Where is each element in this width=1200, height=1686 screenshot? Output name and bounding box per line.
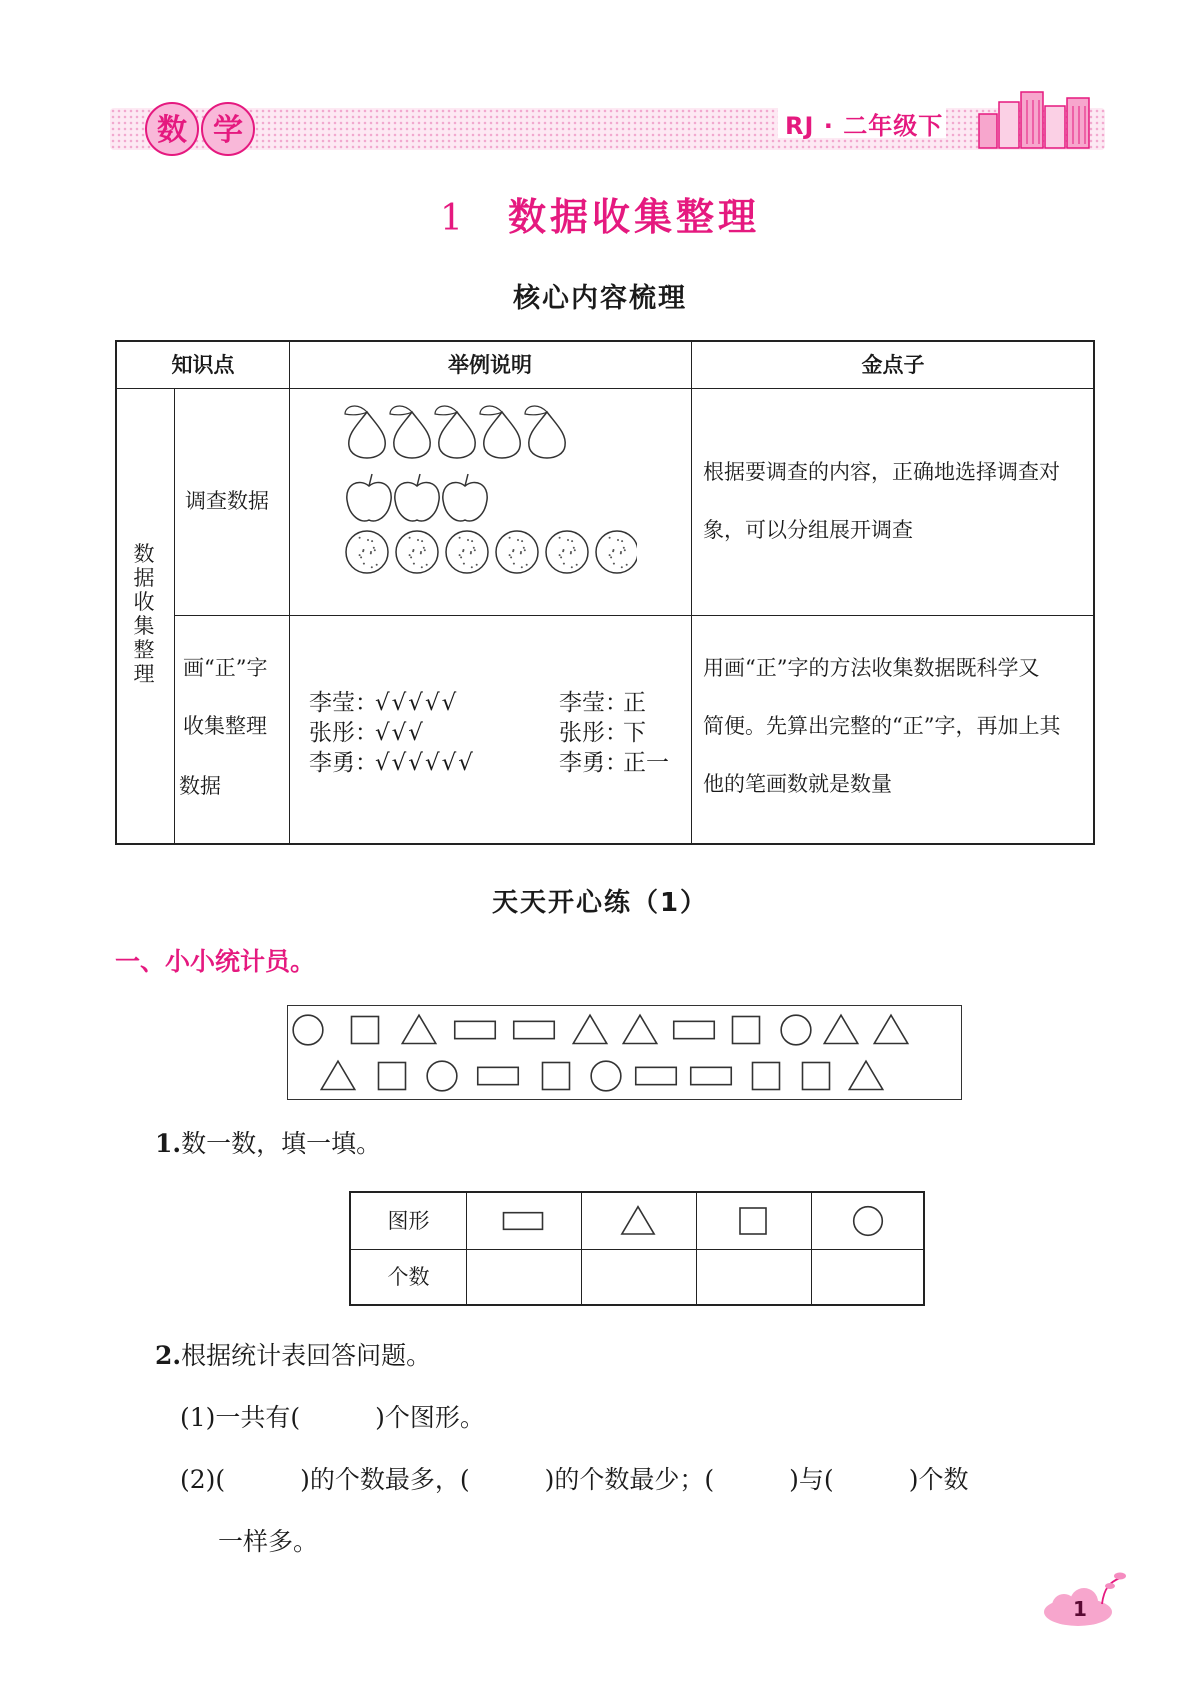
subject-char-1: 数: [157, 113, 187, 148]
orange-dot: [376, 564, 378, 566]
orange-dot: [360, 556, 362, 558]
pear-icon: [439, 412, 475, 458]
table-divider: [289, 342, 290, 843]
row-label: 图形: [387, 1209, 430, 1233]
tip-line: 他的笔画数就是数量: [703, 772, 892, 796]
orange-dot: [567, 539, 569, 541]
triangle-shape: [321, 1061, 354, 1089]
circle-shape: [781, 1015, 811, 1045]
circle-shape: [293, 1015, 323, 1045]
triangle-shape: [573, 1015, 606, 1043]
section-heading: 核心内容梳理: [513, 283, 687, 314]
orange-dot: [613, 563, 615, 565]
apple-icon: [347, 482, 391, 521]
leaf-icon: [390, 406, 412, 415]
table-divider: [691, 342, 692, 843]
chapter-number: 1: [439, 198, 463, 239]
orange-dot: [617, 539, 619, 541]
question-number: 1.: [155, 1129, 182, 1158]
orange-dot: [624, 549, 626, 551]
orange-dot: [571, 566, 573, 568]
circle-shape: [591, 1061, 621, 1091]
table-divider: [174, 615, 1093, 616]
square-shape: [740, 1208, 766, 1234]
question-text: 根据统计表回答问题。: [181, 1341, 432, 1370]
triangle-shape: [824, 1015, 857, 1043]
orange-dot: [523, 547, 525, 549]
row-label: 个数: [387, 1265, 430, 1289]
leaf-icon: [480, 406, 502, 415]
tally-result: 下: [623, 720, 646, 746]
orange-dot: [460, 556, 462, 558]
orange-dot: [509, 554, 511, 556]
square-shape: [352, 1017, 379, 1044]
tip-line: 用画“正”字的方法收集数据既科学又: [703, 656, 1040, 680]
row-topic: 调查数据: [185, 489, 269, 513]
question-1: [155, 1124, 381, 1160]
orange-dot: [510, 556, 512, 558]
triangle-shape: [623, 1015, 656, 1043]
orange-icon: [596, 531, 637, 573]
page-number-badge: [1040, 1568, 1130, 1628]
orange-dot: [570, 552, 572, 554]
orange-dot: [471, 540, 473, 542]
rectangle-shape: [504, 1213, 543, 1230]
orange-dot: [359, 554, 361, 556]
square-shape: [379, 1063, 406, 1090]
question-2-2-continued: 一样多。: [218, 1527, 319, 1556]
orange-dot: [413, 563, 415, 565]
orange-dot: [571, 540, 573, 542]
orange-dot: [410, 556, 412, 558]
row-topic-line: 收集整理: [183, 714, 267, 738]
orange-dot: [423, 547, 425, 549]
shape-collection: [287, 1005, 962, 1100]
column-header: 知识点: [171, 353, 235, 377]
triangle-shape: [849, 1061, 882, 1089]
leaf-icon: [345, 406, 367, 415]
circle-shape: [427, 1061, 457, 1091]
orange-icon: [546, 531, 588, 573]
question-2-1[interactable]: (1)一共有( )个图形。: [180, 1403, 485, 1432]
orange-dot: [476, 564, 478, 566]
rectangle-shape: [636, 1067, 677, 1084]
orange-dot: [521, 566, 523, 568]
orange-dot: [610, 556, 612, 558]
chapter-title-text: 数据收集整理: [507, 195, 760, 239]
tally-marks: √√√√√: [375, 690, 459, 716]
row-topic-line: 画“正”字: [183, 656, 268, 680]
question-2: [155, 1336, 431, 1372]
orange-dot: [359, 537, 361, 539]
orange-icon: [346, 531, 388, 573]
pear-icon: [394, 412, 430, 458]
orange-dot: [517, 539, 519, 541]
square-shape: [803, 1063, 830, 1090]
rectangle-shape: [674, 1021, 715, 1038]
orange-dot: [424, 549, 426, 551]
orange-dot: [463, 563, 465, 565]
orange-dot: [626, 564, 628, 566]
orange-dot: [470, 552, 472, 554]
orange-dot: [509, 537, 511, 539]
part-one-heading: 一、小小统计员。: [115, 947, 316, 976]
rectangle-shape: [514, 1021, 555, 1038]
tally-name: 张彤：: [309, 720, 378, 746]
rectangle-shape: [478, 1067, 519, 1084]
count-input-rectangle[interactable]: [467, 1251, 580, 1305]
count-table-shapes: [466, 1193, 926, 1249]
summary-table: [115, 340, 1095, 845]
pear-icon: [529, 412, 565, 458]
tip-line: 象，可以分组展开调查: [703, 518, 913, 542]
orange-dot: [363, 563, 365, 565]
page-number: 1: [1073, 1597, 1087, 1621]
orange-dot: [574, 549, 576, 551]
orange-dot: [463, 549, 465, 551]
orange-dot: [620, 552, 622, 554]
count-table: [349, 1191, 925, 1306]
orange-dot: [459, 554, 461, 556]
orange-dot: [513, 563, 515, 565]
orange-dot: [563, 549, 565, 551]
orange-dot: [576, 564, 578, 566]
pear-icon: [349, 412, 385, 458]
subject-badge: [140, 100, 260, 158]
triangle-shape: [622, 1207, 654, 1234]
orange-dot: [459, 537, 461, 539]
orange-dot: [421, 566, 423, 568]
tally-name: 李莹：: [559, 690, 628, 716]
orange-dot: [559, 554, 561, 556]
row-topic-line: 数据: [179, 774, 221, 798]
chapter-title: [0, 186, 1200, 241]
orange-dot: [621, 540, 623, 542]
orange-dot: [413, 549, 415, 551]
tally-result: 正: [623, 690, 646, 716]
orange-dot: [409, 554, 411, 556]
orange-dot: [521, 540, 523, 542]
grade-label: RJ · 二年级下: [785, 112, 944, 140]
triangle-shape: [402, 1015, 435, 1043]
orange-dot: [520, 552, 522, 554]
question-text: 数一数，填一填。: [181, 1129, 382, 1158]
orange-dot: [623, 547, 625, 549]
count-input-circle[interactable]: [812, 1251, 925, 1305]
orange-dot: [524, 549, 526, 551]
tally-name: 李莹：: [309, 690, 378, 716]
triangle-shape: [874, 1015, 907, 1043]
circle-shape: [854, 1207, 883, 1236]
square-shape: [733, 1017, 760, 1044]
orange-dot: [371, 540, 373, 542]
tally-marks: √√√√√√: [375, 750, 475, 776]
orange-dot: [420, 552, 422, 554]
orange-dot: [563, 563, 565, 565]
practice-title: 天天开心练（1）: [491, 888, 709, 918]
orange-dot: [609, 537, 611, 539]
leaf-icon: [525, 406, 547, 415]
orange-dot: [473, 547, 475, 549]
column-header: 举例说明: [448, 353, 532, 377]
group-label: 数据收集整理: [133, 542, 155, 686]
orange-dot: [559, 537, 561, 539]
orange-dot: [560, 556, 562, 558]
orange-dot: [370, 552, 372, 554]
orange-dot: [467, 539, 469, 541]
subject-char-2: 学: [213, 113, 243, 148]
tally-name: 张彤：: [559, 720, 628, 746]
orange-dot: [371, 566, 373, 568]
tally-marks: √√√: [375, 720, 425, 746]
orange-dot: [421, 540, 423, 542]
tip-line: 根据要调查的内容，正确地选择调查对: [703, 460, 1060, 484]
orange-dot: [373, 547, 375, 549]
orange-dot: [417, 539, 419, 541]
orange-dot: [426, 564, 428, 566]
orange-icon: [446, 531, 488, 573]
square-shape: [753, 1063, 780, 1090]
orange-dot: [613, 549, 615, 551]
tip-line: 简便。先算出完整的“正”字，再加上其: [703, 714, 1061, 738]
orange-dot: [474, 549, 476, 551]
leaf-icon: [435, 406, 457, 415]
apple-icon: [443, 482, 487, 521]
orange-icon: [496, 531, 538, 573]
orange-dot: [513, 549, 515, 551]
tally-name: 李勇：: [559, 750, 628, 776]
orange-dot: [471, 566, 473, 568]
orange-dot: [621, 566, 623, 568]
orange-dot: [609, 554, 611, 556]
orange-dot: [526, 564, 528, 566]
tally-result: 正一: [623, 750, 669, 776]
question-number: 2.: [155, 1341, 182, 1370]
pear-icon: [484, 412, 520, 458]
square-shape: [543, 1063, 570, 1090]
column-header: 金点子: [861, 353, 925, 377]
count-input-square[interactable]: [697, 1251, 810, 1305]
rectangle-shape: [455, 1021, 496, 1038]
orange-icon: [396, 531, 438, 573]
question-2-2[interactable]: (2)( )的个数最多，( )的个数最少；( )与( )个数: [180, 1465, 969, 1494]
orange-dot: [367, 539, 369, 541]
count-input-triangle[interactable]: [582, 1251, 695, 1305]
orange-dot: [363, 549, 365, 551]
fruit-illustration: [337, 392, 637, 607]
orange-dot: [409, 537, 411, 539]
orange-dot: [573, 547, 575, 549]
table-divider: [117, 388, 1093, 389]
tally-name: 李勇：: [309, 750, 378, 776]
city-skyline-icon: [975, 88, 1095, 152]
rectangle-shape: [691, 1067, 732, 1084]
apple-icon: [395, 482, 439, 521]
orange-dot: [374, 549, 376, 551]
